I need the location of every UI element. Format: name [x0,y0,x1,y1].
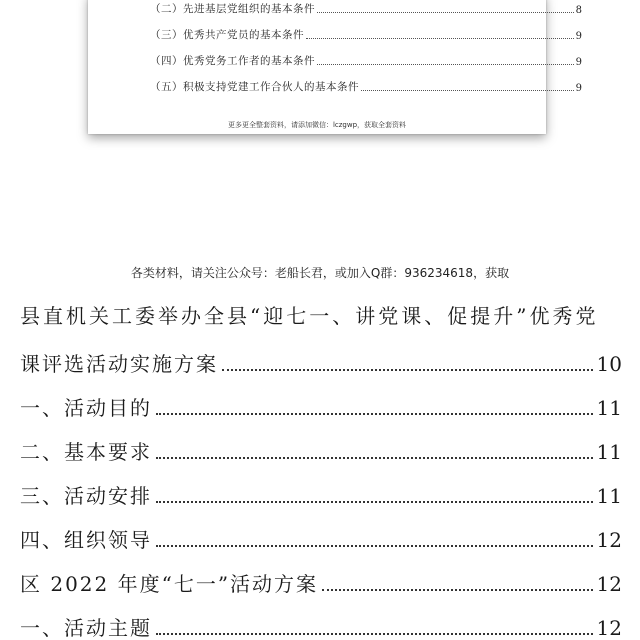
toc-entry-label: 一、活动目的 [20,396,152,420]
toc-item-label: （三）优秀共产党员的基本条件 [150,29,304,41]
dot-leader [322,588,592,591]
dot-leader [317,11,574,13]
toc-item-label: （二）先进基层党组织的基本条件 [150,3,315,15]
toc-entry-page: 12 [596,572,622,596]
toc-entry [20,428,622,464]
toc-entry-page: 11 [596,484,622,508]
dot-leader [156,500,593,503]
toc-item [150,48,582,68]
dot-leader [361,89,574,91]
dot-leader [156,456,593,459]
toc-entry-page: 10 [596,352,622,376]
toc-entry [20,516,622,552]
toc-entry [20,384,622,420]
dot-leader [156,412,593,415]
dot-leader [156,544,593,547]
toc-entry [20,472,622,508]
toc-entry-label: 二、基本要求 [20,440,152,464]
toc-item-page: 9 [575,31,582,42]
toc-entry-label: 一、活动主题 [20,616,152,640]
dot-leader [306,37,574,39]
toc-entry-label: 三、活动安排 [20,484,152,508]
toc-entry-page: 12 [596,528,622,552]
toc-item [150,0,582,16]
page-thumbnail [88,0,582,134]
card-footer-note: 更多更全整套资料，请添加微信：lczgwp，获取全套资料 [227,121,407,129]
dot-leader [317,63,574,65]
toc-entry-label: 区 2022 年度“七一”活动方案 [20,572,319,596]
toc-item [150,74,582,94]
toc-item-label: （四）优秀党务工作者的基本条件 [150,55,315,67]
toc-entry-page: 12 [596,616,622,640]
dot-leader [222,368,593,371]
toc-entry-title [20,292,622,328]
toc-entry-label: 县直机关工委举办全县“迎七一、讲党课、促提升”优秀党 [20,304,599,328]
toc-item-label: （五）积极支持党建工作合伙人的基本条件 [150,81,359,93]
toc-entry [20,340,622,376]
toc-entry [20,560,622,596]
toc-item-page: 9 [575,83,582,94]
watermark-notice: 各类材料，请关注公众号：老船长君，或加入Q群：936234618，获取 [130,266,510,280]
toc-entry-page: 11 [596,396,622,420]
toc-entry [20,604,622,640]
toc-entry-label: 四、组织领导 [20,528,152,552]
toc-entry-page: 11 [596,440,622,464]
dot-leader [156,632,593,635]
toc-item [150,22,582,42]
toc-entry-label: 课评选活动实施方案 [20,352,218,376]
toc-item-page: 9 [575,57,582,68]
toc-item-page: 8 [575,5,582,16]
